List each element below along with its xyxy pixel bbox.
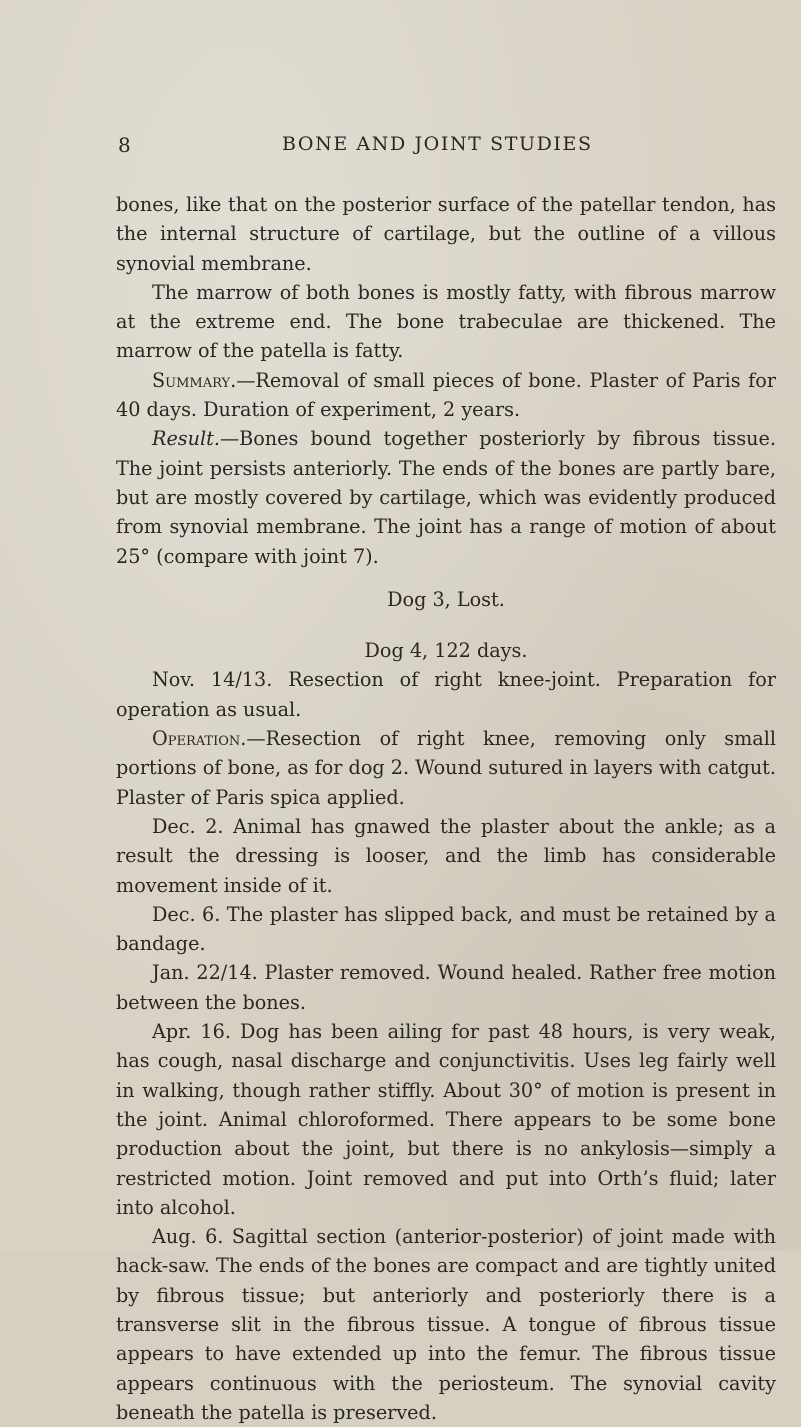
body-text: [116, 190, 776, 1427]
paragraph-dec-2: Dec. 2. Animal has gnawed the plaster about the ankle; as a result the dressing is looser, and the limb has considerable movement inside of it.: [116, 814, 776, 897]
paragraph-jan-22: Jan. 22/14. Plaster removed. Wound healed. Rather free motion between the bones.: [116, 961, 776, 1014]
spacer: [116, 614, 776, 636]
paragraph-apr-16: Apr. 16. Dog has been ailing for past 48 hours, is very weak, has cough, nasal discharge and conjunctivitis. Uses leg fairly well in walking, though rather stiffly. About 30° of motion is present in the joint. Animal chloroformed. There appears to be some bone production about the joint, but there is no ankylosis—simply a restricted motion. Joint removed and put into Orth’s fluid; later into alcohol.: [116, 1020, 776, 1219]
summary-label: Summary.: [152, 368, 237, 392]
paragraph-marrow: The marrow of both bones is mostly fatty, with fibrous marrow at the extreme end. The bone trabeculae are thickened. The marrow of the patella is fatty.: [116, 280, 776, 363]
operation-text: —Resection of right knee, removing only small portions of bone, as for dog 2. Wound sutured in layers with catgut. Plaster of Paris spica applied.: [116, 727, 776, 809]
running-head: BONE AND JOINT STUDIES: [282, 133, 593, 155]
page-header: [0, 133, 801, 161]
result-text: —Bones bound together posteriorly by fibrous tissue. The joint persists anteriorly. The ends of the bones are partly bare, but are mostly covered by cartilage, which was evidently produced from synovial membrane. The joint has a range of motion of about 25° (compare with joint 7).: [116, 427, 776, 568]
result-label: Result.: [152, 427, 220, 451]
section-heading-dog-4: Dog 4, 122 days.: [364, 639, 528, 663]
paragraph-nov-14: Nov. 14/13. Resection of right knee-joint. Preparation for operation as usual.: [116, 668, 776, 721]
paragraph-summary: [116, 366, 776, 425]
paragraph-operation: [116, 724, 776, 812]
paragraph-aug-6: Aug. 6. Sagittal section (anterior-posterior) of joint made with hack-saw. The ends of the bones are compact and are tightly united by fibrous tissue; but anteriorly and posteriorly there is a transverse slit in the fibrous tissue. A tongue of fibrous tissue appears to have extended up into the femur. The fibrous tissue appears continuous with the periosteum. The synovial cavity beneath the patella is preserved.: [116, 1225, 776, 1424]
page-number: 8: [118, 133, 132, 157]
operation-label: Operation.: [152, 727, 247, 751]
paragraph-continuation: bones, like that on the posterior surface of the patellar tendon, has the internal structure of cartilage, but the outline of a villous synovial membrane.: [116, 193, 776, 275]
paragraph-dec-6: Dec. 6. The plaster has slipped back, and must be retained by a bandage.: [116, 902, 776, 956]
spacer: [116, 571, 776, 585]
paragraph-result: [116, 424, 776, 570]
section-heading-dog-3: Dog 3, Lost.: [387, 587, 505, 611]
summary-text: —Removal of small pieces of bone. Plaster of Paris for 40 days. Duration of experiment, 2 years.: [116, 368, 776, 422]
